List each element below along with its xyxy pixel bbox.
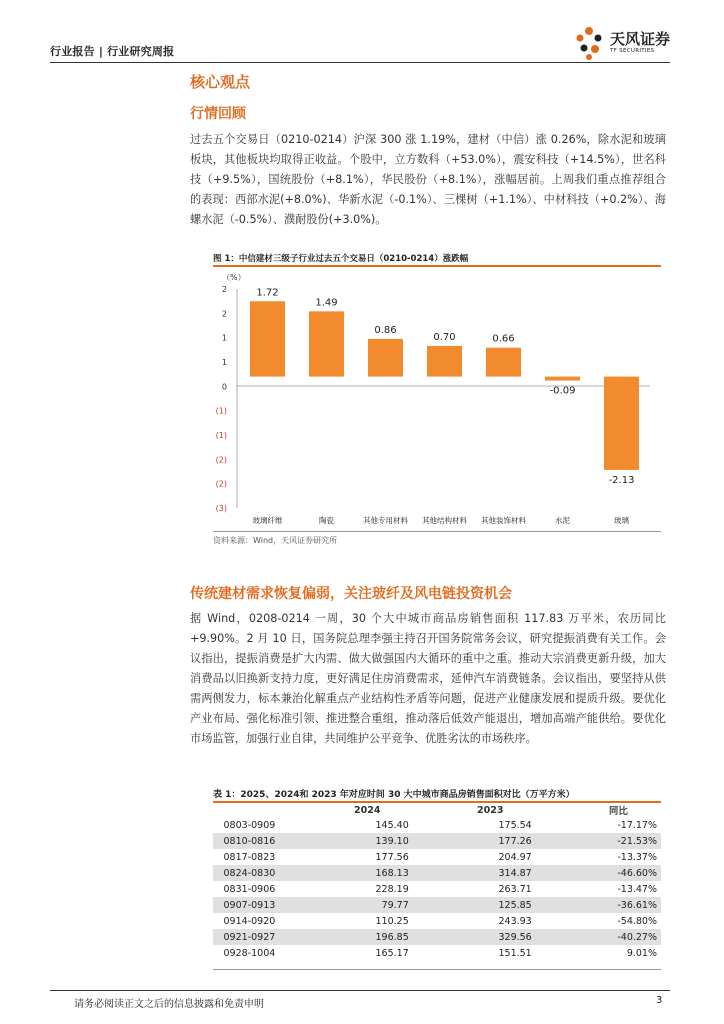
table-header-cell: 2024 <box>354 804 381 816</box>
data-label: 0.70 <box>433 331 456 343</box>
table-cell: -13.47% <box>617 883 657 895</box>
table-bottom-rule <box>213 969 661 970</box>
table-cell: 165.17 <box>375 947 409 959</box>
table-cell: 0817-0823 <box>223 851 276 863</box>
report-category: 行业报告 | 行业研究周报 <box>50 45 175 58</box>
table-header-cell <box>213 803 286 817</box>
table-cell: 0928-1004 <box>223 947 276 959</box>
y-tick-label: 2 <box>221 309 227 319</box>
table-cell: 110.25 <box>375 915 409 927</box>
y-tick-label: (2) <box>215 455 227 465</box>
table-cell: 263.71 <box>498 883 532 895</box>
table-cell: 168.13 <box>286 865 409 881</box>
x-tick-label: 其他装饰材料 <box>481 516 526 525</box>
table-title: 表 1：2025、2024和 2023 年对应时间 30 大中城市商品房销售面积对比（万平方米） <box>213 790 575 800</box>
table-cell: 9.01% <box>626 947 657 959</box>
table-cell: 228.19 <box>375 883 409 895</box>
table-row <box>213 897 661 913</box>
table-cell: 314.87 <box>409 865 532 881</box>
table-cell: 0803-0909 <box>223 819 276 831</box>
data-label: 1.49 <box>315 297 338 309</box>
bar <box>486 348 521 377</box>
data-label: -2.13 <box>608 474 635 486</box>
brand-logo <box>570 24 674 62</box>
table-cell: 243.93 <box>498 915 532 927</box>
y-tick-label: (1) <box>215 406 227 416</box>
figure-title: 图 1：中信建材三级子行业过去五个交易日（0210-0214）涨跌幅 <box>213 254 469 264</box>
table-cell: 177.26 <box>409 833 532 849</box>
table-row <box>213 945 661 961</box>
table-cell: -21.53% <box>532 833 661 849</box>
sales-area-table <box>213 803 661 961</box>
y-tick-label: 1 <box>221 333 227 343</box>
section-subtitle-market-review: 行情回顾 <box>190 106 246 122</box>
table-header-cell: 同比 <box>608 806 628 817</box>
y-axis-label: （%） <box>222 273 246 282</box>
bar <box>309 311 344 376</box>
table-cell: 0810-0816 <box>213 833 286 849</box>
bar <box>604 377 639 470</box>
table-row <box>213 833 661 849</box>
logo-mark-icon <box>570 24 608 62</box>
table-cell: 151.51 <box>498 947 532 959</box>
page-number: 3 <box>656 995 663 1006</box>
table-header-cell: 2023 <box>477 804 504 816</box>
bar <box>427 346 462 377</box>
brand-name-cn: 天风证券 <box>610 30 671 48</box>
table-cell: 139.10 <box>286 833 409 849</box>
table-cell: -36.61% <box>532 897 661 913</box>
x-tick-label: 玻璃 <box>614 516 629 525</box>
x-tick-label: 其他专用材料 <box>363 516 408 525</box>
header-divider <box>50 62 670 63</box>
y-tick-label: 1 <box>221 358 227 367</box>
table-cell: -40.27% <box>532 929 661 945</box>
y-tick-label: 0 <box>221 382 227 392</box>
table-cell: 175.54 <box>498 819 532 831</box>
y-tick-label: 2 <box>221 285 227 294</box>
table-cell: 177.56 <box>375 851 409 863</box>
table-cell: -17.17% <box>617 819 657 831</box>
figure-bottom-rule <box>213 531 661 532</box>
table-row <box>213 849 661 865</box>
y-tick-label: (2) <box>215 479 227 489</box>
footer-divider <box>50 990 670 991</box>
footer-disclaimer: 请务必阅读正文之后的信息披露和免责申明 <box>74 999 264 1010</box>
figure-source: 资料来源：Wind，天风证券研究所 <box>213 536 338 545</box>
x-tick-label: 陶瓷 <box>319 516 334 525</box>
data-label: 1.72 <box>256 287 279 299</box>
table-row <box>213 865 661 881</box>
bar <box>368 339 403 377</box>
bar-chart <box>200 266 670 530</box>
bar <box>250 301 285 376</box>
table-row <box>213 881 661 897</box>
x-tick-label: 水泥 <box>555 516 570 525</box>
table-cell: 145.40 <box>375 819 409 831</box>
data-label: 0.86 <box>374 324 397 336</box>
market-review-paragraph: 过去五个交易日（0210-0214）沪深 300 涨 1.19%，建材（中信）涨 0.26%，除水泥和玻璃板块，其他板块均取得正收益。个股中，立方数科（+53.0%），震安科技（+14.5%），世名科技（+9.5%），国统股份（+8.1%），华民股份（+8.1%），涨幅居前。上周我们重点推荐组合的表现：西部水泥(+8.0%)、华新水泥（-0.1%）、三棵树（+1.1%）、中材科技（+0.2%）、海螺水泥（-0.5%）、濮耐股份(+3.0%)。 <box>190 133 666 226</box>
bar <box>545 377 580 381</box>
table-cell: 125.85 <box>409 897 532 913</box>
y-tick-label: (3) <box>215 504 227 513</box>
table-cell: 0824-0830 <box>213 865 286 881</box>
x-tick-label: 玻璃纤维 <box>252 516 283 525</box>
table-row <box>213 913 661 929</box>
table-row <box>213 929 661 945</box>
table-row <box>213 817 661 833</box>
table-cell: 0914-0920 <box>223 915 276 927</box>
table-cell: 0831-0906 <box>223 883 276 895</box>
brand-name-en: TF SECURITIES <box>610 48 655 54</box>
y-tick-label: (1) <box>215 431 227 440</box>
table-cell: 204.97 <box>498 851 532 863</box>
table-cell: 329.56 <box>409 929 532 945</box>
table-cell: 0921-0927 <box>213 929 286 945</box>
x-tick-label: 其他结构材料 <box>422 516 467 525</box>
demand-paragraph: 据 Wind，0208-0214 一周，30 个大中城市商品房销售面积 117.83 万平米，农历同比+9.90%。2 月 10 日，国务院总理李强主持召开国务院常务会议，研究提振消费有关工作。会议指出，提振消费是扩大内需、做大做强国内大循环的重中之重。推动大宗消费更新升级，加大消费品以旧换新支持力度，更好满足住房消费需求，延伸汽车消费链条。会议指出，要坚持从供需两侧发力，标本兼治化解重点产业结构性矛盾等问题，促进产业健康发展和提质升级。要优化产业布局、强化标准引领、推进整合重组，推动落后低效产能退出，增加高端产能供给。要优化市场监管，加强行业自律，共同维护公平竞争、优胜劣汰的市场秩序。 <box>190 612 666 745</box>
table-cell: -54.80% <box>617 915 657 927</box>
data-label: -0.09 <box>549 385 576 397</box>
table-cell: 79.77 <box>286 897 409 913</box>
table-header-row <box>213 803 661 817</box>
data-label: 0.66 <box>492 333 515 345</box>
section-title-demand: 传统建材需求恢复偏弱，关注玻纤及风电链投资机会 <box>190 586 512 602</box>
table-cell: -13.37% <box>617 851 657 863</box>
section-title-core-views: 核心观点 <box>190 73 251 91</box>
table-cell: 196.85 <box>286 929 409 945</box>
table-cell: 0907-0913 <box>213 897 286 913</box>
table-cell: -46.60% <box>532 865 661 881</box>
